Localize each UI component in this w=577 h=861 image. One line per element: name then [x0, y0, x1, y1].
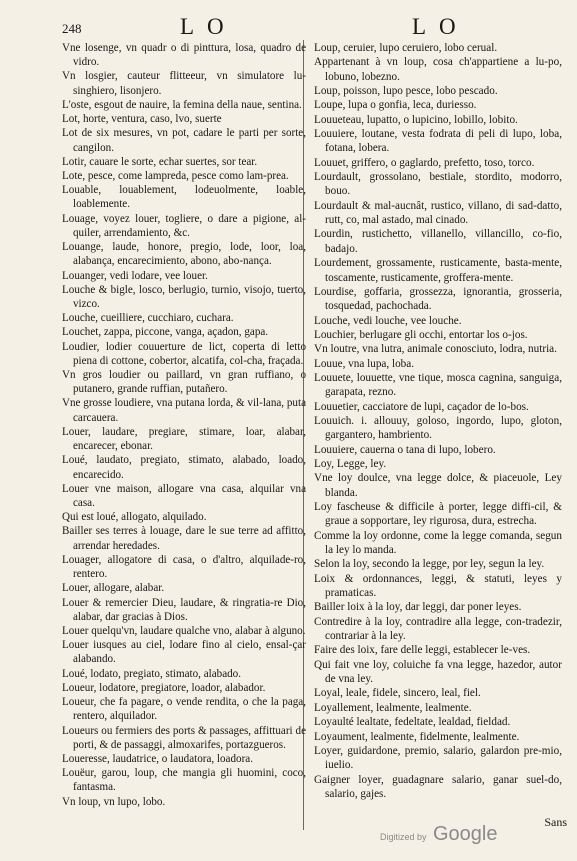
dictionary-entry: Louche & bigle, losco, berlugio, turnio, visojo, tuerto, vizco.: [62, 283, 306, 310]
left-running-head: L O: [180, 14, 228, 39]
dictionary-entry: Louable, louablement, lodeuolmente, loable, loablemente.: [62, 184, 306, 211]
dictionary-entry: Louuiere, cauerna o tana di lupo, lobero.: [314, 443, 496, 456]
dictionary-entry: Louchet, zappa, piccone, vanga, açadon, gapa.: [62, 326, 269, 339]
dictionary-entry: Louanger, vedi lodare, vee louer.: [62, 269, 208, 282]
dictionary-entry: Faire des loix, fare delle leggi, establecer le-ves.: [314, 644, 531, 657]
digitized-watermark: [380, 823, 497, 846]
dictionary-entry: Louuiere, loutane, vesta fodrata di peli di lupo, loba, fotana, lobera.: [314, 128, 562, 155]
dictionary-entry: Loupe, lupa o gonfia, leca, duriesso.: [314, 99, 477, 112]
dictionary-entry: Bailler ses terres à louage, dare le sue terre ad affitto, arrendar heredades.: [62, 525, 306, 552]
dictionary-entry: Loué, laudato, pregiato, stimato, alabado, loado, encarecido.: [62, 454, 306, 481]
dictionary-entry: Louer quelqu'vn, laudare qualche vno, alabar à alguno.: [62, 624, 306, 637]
dictionary-entry: Selon la loy, secondo la legge, por ley, segun la ley.: [314, 558, 545, 571]
dictionary-entry: Loudier, lodier couuerture de lict, coperta di letto piena di cottone, cobertor, alcatifa, col-cha, fraçada.: [62, 340, 306, 367]
dictionary-entry: Loyaulté lealtate, fedeltate, lealdad, fieldad.: [314, 716, 511, 729]
google-logo-text: Google: [432, 823, 498, 845]
dictionary-entry: Louuich. i. allouuy, goloso, ingordo, lupo, gloton, gargantero, hambriento.: [314, 414, 562, 442]
dictionary-entry: Loueresse, laudatrice, o laudatora, loadora.: [62, 752, 253, 765]
right-column: [314, 41, 562, 801]
dictionary-entry: Louueteau, lupatto, o lupicino, lobillo, lobito.: [314, 113, 518, 126]
dictionary-entry: Vn gros loudier ou paillard, vn gran ruffiano, o putanero, grande ruffian, putañero.: [62, 369, 306, 396]
dictionary-entry: Louche, cueilliere, cucchiaro, cuchara.: [62, 312, 234, 325]
dictionary-entry: Louuetier, cacciatore de lupi, caçador de lo-bos.: [314, 400, 529, 413]
dictionary-entry: Louage, voyez louer, togliere, o dare a pigione, al-quiler, arrendamiento, &c.: [62, 212, 306, 239]
dictionary-entry: Lourdault, grossolano, bestiale, stordito, modorro, bouo.: [314, 171, 562, 198]
dictionary-entry: Louuet, griffero, o gaglardo, prefetto, toso, torco.: [314, 156, 535, 169]
left-column: [62, 41, 306, 809]
dictionary-entry: Louëur, garou, loup, che mangia gli huomini, coco, fantasma.: [62, 767, 306, 794]
dictionary-entry: Loup, ceruier, lupo ceruiero, lobo cerual.: [314, 42, 498, 54]
dictionary-entry: Qui fait vne loy, coluiche fa vna legge, hazedor, autor de vna ley.: [314, 658, 562, 686]
dictionary-entry: Louche, vedi louche, vee louche.: [314, 314, 462, 327]
dictionary-entry: Louer vne maison, allogare vna casa, alquilar vna casa.: [62, 482, 306, 509]
dictionary-entry: Louer iusques au ciel, lodare fino al cielo, ensal-çar alabando.: [62, 639, 306, 666]
dictionary-entry: Loyallement, lealmente, lealmente.: [314, 701, 472, 714]
dictionary-entry: Vne grosse loudiere, vna putana lorda, & vil-lana, puta carcauera.: [62, 397, 306, 424]
dictionary-entry: Loup, poisson, lupo pesce, lobo pescado.: [314, 85, 498, 98]
dictionary-entry: Loyaument, lealmente, fidelmente, lealmente.: [314, 730, 520, 743]
dictionary-entry: Loyal, leale, fidele, sincero, leal, fiel.: [314, 687, 481, 700]
dictionary-entry: Contredire à la loy, contradire alla legge, con-tradezir, contrariar à la ley.: [314, 615, 562, 643]
dictionary-entry: Louuete, louuette, vne tique, mosca cagnina, sanguiga, garapata, rezno.: [314, 371, 562, 399]
dictionary-entry: Loué, lodato, pregiato, stimato, alabado.: [62, 667, 241, 680]
dictionary-entry: Louer & remercier Dieu, laudare, & ringratia-re Dio, alabar, dar gracias à Dios.: [62, 596, 306, 623]
right-running-head: L O: [412, 14, 460, 39]
dictionary-entry: Louer, laudare, pregiare, stimare, loar, alabar, encarecer, ebonar.: [62, 425, 306, 453]
dictionary-entry: Lourdement, grossamente, rusticamente, basta-mente, toscamente, rusticamente, groffera-mente.: [314, 257, 562, 284]
dictionary-entry: Vne loy doulce, vna legge dolce, & piaceuole, Ley blanda.: [314, 472, 562, 499]
page-number: 248: [62, 21, 82, 36]
dictionary-entry: Lot de six mesures, vn pot, cadare le parti per sorte, cangilon.: [62, 127, 306, 154]
dictionary-entry: Vne losenge, vn quadr o di pinttura, losa, quadro de vidro.: [62, 42, 306, 69]
dictionary-entry: Loy fascheuse & difficile à porter, legge diffi-cil, & graue a sopportare, ley rigurosa, dura, estrecha.: [314, 501, 562, 528]
dictionary-entry: Louchier, berlugare gli occhi, entortar los o-jos.: [314, 328, 528, 341]
dictionary-entry: Loueur, che fa pagare, o vende rendita, o che la paga, rentero, alquilador.: [62, 696, 306, 723]
dictionary-entry: Louager, allogatore di casa, o d'altro, alquilade-ro, rentero.: [62, 553, 306, 581]
digitized-by-text: Digitized by: [380, 832, 427, 842]
catchword: Sans: [544, 815, 567, 829]
dictionary-entry: Comme la loy ordonne, come la legge comanda, segun la ley lo manda.: [314, 529, 562, 557]
dictionary-entry: Lourdise, goffaria, grossezza, ignorantia, grosseria, tosquedad, pachochada.: [314, 285, 562, 313]
dictionary-entry: Lotir, cauare le sorte, echar suertes, sor tear.: [62, 155, 258, 168]
dictionary-entry: Gaigner loyer, guadagnare salario, ganar suel-do, salario, gajes.: [314, 773, 562, 800]
dictionary-entry: Vn loup, vn lupo, lobo.: [62, 795, 166, 808]
dictionary-entry: Loyer, guidardone, premio, salario, galardon pre-mio, iuelio.: [314, 744, 562, 772]
dictionary-entry: Bailler loix à la loy, dar leggi, dar poner leyes.: [314, 601, 522, 614]
dictionary-entry: Lourdin, rustichetto, villanello, villancillo, co-fio, badajo.: [314, 228, 562, 255]
dictionary-entry: Lot, horte, ventura, caso, lvo, suerte: [62, 113, 222, 126]
dictionary-entry: Qui est loué, allogato, alquilado.: [62, 511, 207, 524]
dictionary-entry: Loueur, lodatore, pregiatore, loador, alabador.: [62, 681, 266, 694]
dictionary-entry: Lourdault & mal-aucnât, rustico, villano, di sad-datto, rutt, co, mal astado, mal cinado.: [314, 199, 562, 227]
dictionary-entry: Loueurs ou fermiers des ports & passages, affittuari de porti, & de passaggi, almoxarifes, portazgueros.: [62, 724, 306, 751]
dictionary-entry: Vn loutre, vna lutra, animale conosciuto, lodra, nutria.: [314, 343, 557, 356]
dictionary-entry: Vn losgier, cauteur flitteeur, vn simulatore lu-singhiero, lisonjero.: [62, 70, 306, 97]
dictionary-entry: Louue, vna lupa, loba.: [314, 357, 415, 370]
dictionary-entry: Louange, laude, honore, pregio, lode, loor, loa, alabança, encarecimiento, abono, abo-nança.: [62, 241, 306, 268]
dictionary-entry: Appartenant à vn loup, cosa ch'appartiene a lu-po, lobuno, lobezno.: [314, 56, 562, 83]
dictionary-entry: Loix & ordonnances, leggi, & statuti, leyes y pramaticas.: [314, 572, 562, 600]
dictionary-entry: Louer, allogare, alabar.: [62, 582, 165, 595]
dictionary-entry: L'oste, esgout de nauire, la femina della naue, sentina.: [62, 98, 302, 111]
dictionary-entry: Lote, pesce, come lampreda, pesce como lam-prea.: [62, 169, 289, 182]
dictionary-entry: Loy, Legge, ley.: [314, 457, 387, 470]
